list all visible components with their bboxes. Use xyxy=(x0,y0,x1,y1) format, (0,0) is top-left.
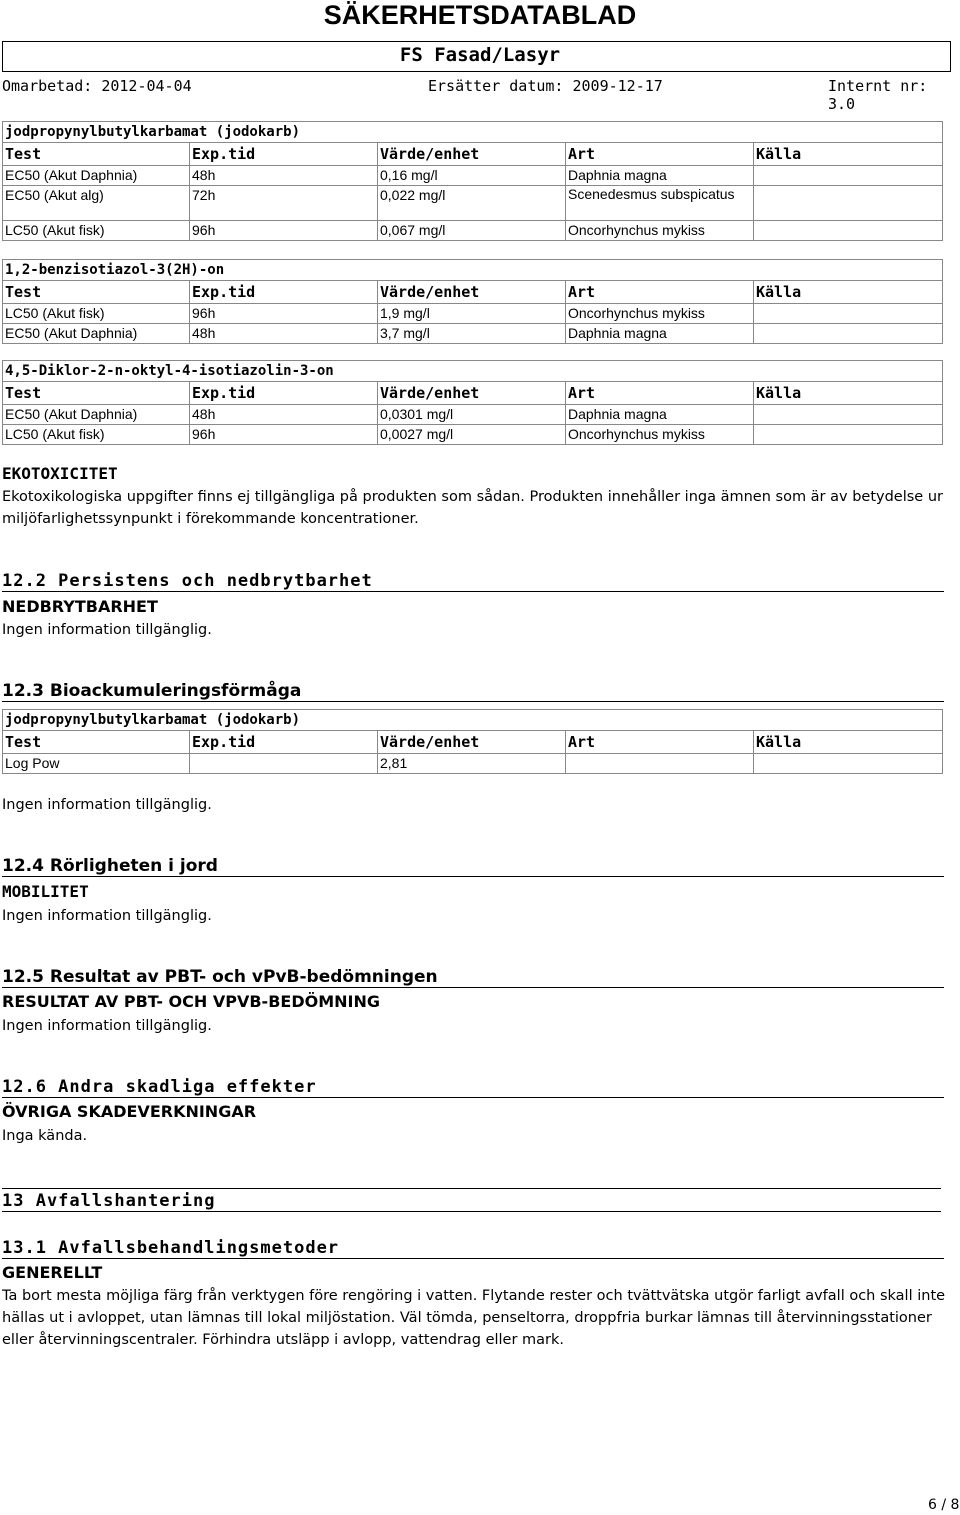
table-row xyxy=(3,324,943,344)
section-12-6-text: Inga kända. xyxy=(2,1128,88,1144)
ecotoxicity-text: Ekotoxikologiska uppgifter finns ej tillgängliga på produkten som sådan. Produkten innehåller inga ämnen som är av betydelse ur miljöfarlighetssynpunkt i förekommande koncentrationer. xyxy=(2,489,943,527)
cell-exp: 48h xyxy=(190,405,378,425)
cell-value: 1,9 mg/l xyxy=(378,304,566,324)
cell-exp: 96h xyxy=(190,304,378,324)
cell-test: EC50 (Akut Daphnia) xyxy=(3,166,190,186)
col-header-exp: Exp.tid xyxy=(190,382,378,405)
section-12-5-subheading: RESULTAT AV PBT- OCH VPVB-BEDÖMNING xyxy=(2,992,380,1011)
table-row xyxy=(3,166,943,186)
page-number: 6 / 8 xyxy=(928,1497,960,1513)
table-row xyxy=(3,425,943,445)
cell-exp xyxy=(190,754,378,774)
cell-test: LC50 (Akut fisk) xyxy=(3,221,190,241)
table-caption-row xyxy=(3,710,943,731)
col-header-test: Test xyxy=(3,731,190,754)
section-13-heading: 13 Avfallshantering xyxy=(2,1191,941,1212)
table-row xyxy=(3,304,943,324)
col-header-exp: Exp.tid xyxy=(190,731,378,754)
col-header-value: Värde/enhet xyxy=(378,143,566,166)
ecotoxicity-heading: EKOTOXICITET xyxy=(2,464,118,483)
cell-value: 0,0027 mg/l xyxy=(378,425,566,445)
cell-source xyxy=(754,425,943,445)
cell-source xyxy=(754,754,943,774)
cell-species xyxy=(566,754,754,774)
cell-source xyxy=(754,166,943,186)
cell-species: Scenedesmus subspicatus xyxy=(566,186,754,221)
table-caption-row xyxy=(3,361,943,382)
section-12-2-text: Ingen information tillgänglig. xyxy=(2,622,212,638)
bioaccumulation-table xyxy=(2,709,943,774)
section-12-4-heading: 12.4 Rörligheten i jord xyxy=(2,856,944,877)
section-12-5-text: Ingen information tillgänglig. xyxy=(2,1018,212,1034)
cell-exp: 48h xyxy=(190,324,378,344)
table-row xyxy=(3,754,943,774)
table-caption-row xyxy=(3,122,943,143)
ecotox-table-jodokarb xyxy=(2,121,943,241)
section-12-3-heading: 12.3 Bioackumuleringsförmåga xyxy=(2,681,944,702)
col-header-species: Art xyxy=(566,143,754,166)
col-header-value: Värde/enhet xyxy=(378,281,566,304)
cell-exp: 96h xyxy=(190,221,378,241)
product-name: FS Fasad/Lasyr xyxy=(399,44,561,66)
cell-value: 2,81 xyxy=(378,754,566,774)
table-caption: 1,2-benzisotiazol-3(2H)-on xyxy=(3,260,943,281)
col-header-test: Test xyxy=(3,143,190,166)
cell-value: 0,0301 mg/l xyxy=(378,405,566,425)
table-caption: jodpropynylbutylkarbamat (jodokarb) xyxy=(3,122,943,143)
cell-exp: 72h xyxy=(190,186,378,221)
ecotox-table-benzisotiazol xyxy=(2,259,943,344)
cell-test: LC50 (Akut fisk) xyxy=(3,304,190,324)
table-row xyxy=(3,405,943,425)
col-header-species: Art xyxy=(566,731,754,754)
col-header-species: Art xyxy=(566,382,754,405)
col-header-value: Värde/enhet xyxy=(378,731,566,754)
col-header-species: Art xyxy=(566,281,754,304)
col-header-source: Källa xyxy=(754,382,943,405)
section-12-4-text: Ingen information tillgänglig. xyxy=(2,908,212,924)
cell-value: 0,16 mg/l xyxy=(378,166,566,186)
cell-species: Daphnia magna xyxy=(566,405,754,425)
revised-date: Omarbetad: 2012-04-04 xyxy=(2,77,192,95)
section-12-2-heading: 12.2 Persistens och nedbrytbarhet xyxy=(2,571,944,592)
table-header-row xyxy=(3,731,943,754)
replaces-date: Ersätter datum: 2009-12-17 xyxy=(428,77,663,95)
table-header-row xyxy=(3,143,943,166)
cell-source xyxy=(754,304,943,324)
document-title: SÄKERHETSDATABLAD xyxy=(323,0,637,30)
col-header-source: Källa xyxy=(754,281,943,304)
cell-source xyxy=(754,186,943,221)
cell-species: Daphnia magna xyxy=(566,324,754,344)
cell-species: Oncorhynchus mykiss xyxy=(566,425,754,445)
cell-value: 0,067 mg/l xyxy=(378,221,566,241)
ecotox-table-diklor xyxy=(2,360,943,445)
cell-species: Oncorhynchus mykiss xyxy=(566,304,754,324)
col-header-source: Källa xyxy=(754,731,943,754)
section-12-2-subheading: NEDBRYTBARHET xyxy=(2,597,158,616)
col-header-value: Värde/enhet xyxy=(378,382,566,405)
cell-test: EC50 (Akut alg) xyxy=(3,186,190,221)
section-12-3-text: Ingen information tillgänglig. xyxy=(2,797,212,813)
internal-number: Internt nr: 3.0 xyxy=(828,77,928,113)
section-13-1-text: Ta bort mesta möjliga färg från verktygen före rengöring i vatten. Flytande rester och tvättvätska utgör farligt avfall och skall inte hällas ut i avloppet, utan lämnas till lokal miljöstation. Väl tömda, penseltorra, droppfria burkar lämnas till återvinningsstationer eller återvinningscentraler. Förhindra utsläpp i avlopp, vattendrag eller mark. xyxy=(2,1288,946,1348)
section-12-4-subheading: MOBILITET xyxy=(2,882,89,901)
cell-source xyxy=(754,324,943,344)
cell-test: LC50 (Akut fisk) xyxy=(3,425,190,445)
cell-species: Daphnia magna xyxy=(566,166,754,186)
cell-test: EC50 (Akut Daphnia) xyxy=(3,324,190,344)
table-header-row xyxy=(3,281,943,304)
table-row xyxy=(3,221,943,241)
table-header-row xyxy=(3,382,943,405)
cell-test: Log Pow xyxy=(3,754,190,774)
cell-species: Oncorhynchus mykiss xyxy=(566,221,754,241)
section-12-5-heading: 12.5 Resultat av PBT- och vPvB-bedömningen xyxy=(2,967,944,988)
table-caption-row xyxy=(3,260,943,281)
cell-test: EC50 (Akut Daphnia) xyxy=(3,405,190,425)
cell-exp: 96h xyxy=(190,425,378,445)
cell-value: 0,022 mg/l xyxy=(378,186,566,221)
col-header-test: Test xyxy=(3,382,190,405)
col-header-exp: Exp.tid xyxy=(190,281,378,304)
col-header-exp: Exp.tid xyxy=(190,143,378,166)
cell-exp: 48h xyxy=(190,166,378,186)
table-row xyxy=(3,186,943,221)
col-header-test: Test xyxy=(3,281,190,304)
col-header-source: Källa xyxy=(754,143,943,166)
cell-source xyxy=(754,405,943,425)
section-12-6-heading: 12.6 Andra skadliga effekter xyxy=(2,1077,944,1098)
table-caption: jodpropynylbutylkarbamat (jodokarb) xyxy=(3,710,943,731)
section-13-1-heading: 13.1 Avfallsbehandlingsmetoder xyxy=(2,1238,944,1259)
section-13-top-rule xyxy=(2,1188,941,1189)
section-13-1-subheading: GENERELLT xyxy=(2,1263,103,1282)
table-caption: 4,5-Diklor-2-n-oktyl-4-isotiazolin-3-on xyxy=(3,361,943,382)
cell-source xyxy=(754,221,943,241)
cell-value: 3,7 mg/l xyxy=(378,324,566,344)
section-12-6-subheading: ÖVRIGA SKADEVERKNINGAR xyxy=(2,1102,257,1121)
